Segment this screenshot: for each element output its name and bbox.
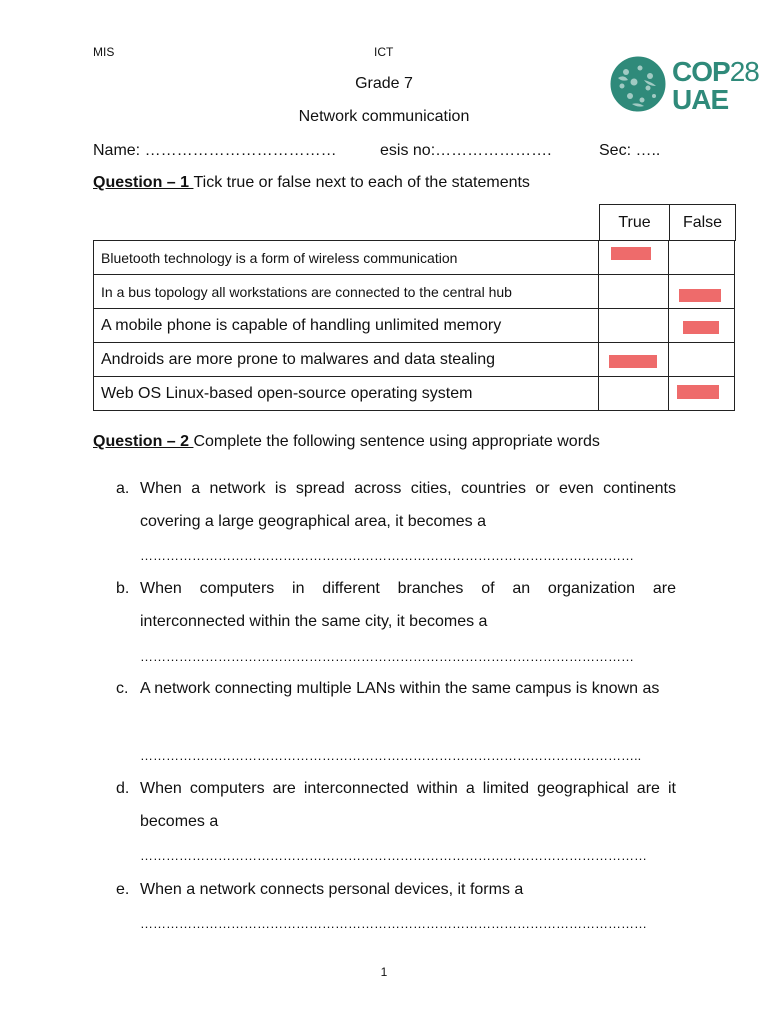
item-text: When a network is spread across cities, countries or even continents covering a large geographical area, it becomes a — [140, 480, 676, 530]
true-box[interactable] — [599, 241, 669, 275]
item-letter: d. — [116, 780, 130, 797]
answer-mark — [609, 355, 657, 368]
table-row — [94, 377, 735, 411]
name-field: Name: ……………………………… — [93, 142, 337, 159]
statement-cell: In a bus topology all workstations are connected to the central hub — [94, 275, 599, 309]
false-box[interactable] — [669, 377, 735, 411]
table-row — [94, 241, 735, 275]
true-box[interactable] — [599, 275, 669, 309]
table-row — [94, 343, 735, 377]
false-box[interactable] — [669, 275, 735, 309]
statement-cell: A mobile phone is capable of handling unlimited memory — [94, 309, 599, 343]
false-column-header: False — [670, 205, 736, 241]
list-item — [116, 672, 676, 705]
question1-label: Question – 1 — [93, 174, 194, 191]
answer-line[interactable]: ……………………………………………………………………………………………………… — [140, 916, 647, 931]
answer-line[interactable]: …………………………………………………………………………………………………… — [140, 548, 634, 563]
item-letter: a. — [116, 480, 130, 497]
answer-mark — [683, 321, 719, 334]
statement-cell: Androids are more prone to malwares and data stealing — [94, 343, 599, 377]
topic-title: Network communication — [298, 108, 470, 125]
answer-mark — [677, 385, 719, 399]
section-field: Sec: ….. — [599, 142, 661, 159]
globe-icon — [610, 56, 666, 112]
true-column-header: True — [600, 205, 670, 241]
true-box[interactable] — [599, 309, 669, 343]
item-letter: b. — [116, 580, 130, 597]
answer-line[interactable]: ……………………………………………………………………………………………………… — [140, 848, 647, 863]
item-text: When a network connects personal devices, it forms a — [140, 881, 524, 898]
logo-cop-text: COP — [672, 56, 730, 87]
false-box[interactable] — [669, 343, 735, 377]
answer-line[interactable]: …………………………………………………………………………………………………… — [140, 649, 634, 664]
list-item — [116, 873, 676, 906]
grade-title: Grade 7 — [355, 75, 413, 92]
cop28-logo — [610, 56, 759, 116]
question2-heading — [93, 433, 600, 451]
list-item — [116, 572, 676, 638]
true-box[interactable] — [599, 343, 669, 377]
subject-label: ICT — [374, 45, 394, 59]
item-letter: c. — [116, 680, 129, 697]
school-label: MIS — [93, 45, 115, 59]
logo-number-text: 28 — [729, 56, 759, 87]
statements-table — [93, 240, 735, 411]
answer-mark — [679, 289, 721, 302]
list-item — [116, 472, 676, 538]
item-text: When computers in different branches of an organization are interconnected within the same city, it becomes a — [140, 580, 676, 630]
true-box[interactable] — [599, 377, 669, 411]
tf-header-table — [599, 204, 736, 241]
item-letter: e. — [116, 881, 130, 898]
item-text: A network connecting multiple LANs within the same campus is known as — [140, 680, 660, 697]
esis-field: esis no:…………………. — [380, 142, 552, 159]
question1-heading — [93, 174, 530, 192]
page-number: 1 — [380, 965, 388, 979]
statement-cell: Bluetooth technology is a form of wireless communication — [94, 241, 599, 275]
answer-line[interactable]: …………………………………………………………………………………………………….. — [140, 748, 642, 763]
table-row — [94, 309, 735, 343]
question2-label: Question – 2 — [93, 433, 194, 450]
question1-instruction: Tick true or false next to each of the statements — [193, 174, 530, 191]
question2-instruction: Complete the following sentence using appropriate words — [193, 433, 600, 450]
statement-cell: Web OS Linux-based open-source operating system — [94, 377, 599, 411]
list-item — [116, 772, 676, 838]
item-text: When computers are interconnected within a limited geographical are it becomes a — [140, 780, 676, 830]
logo-uae-text: UAE — [672, 84, 729, 115]
false-box[interactable] — [669, 309, 735, 343]
table-row — [94, 275, 735, 309]
answer-mark — [611, 247, 651, 260]
false-box[interactable] — [669, 241, 735, 275]
